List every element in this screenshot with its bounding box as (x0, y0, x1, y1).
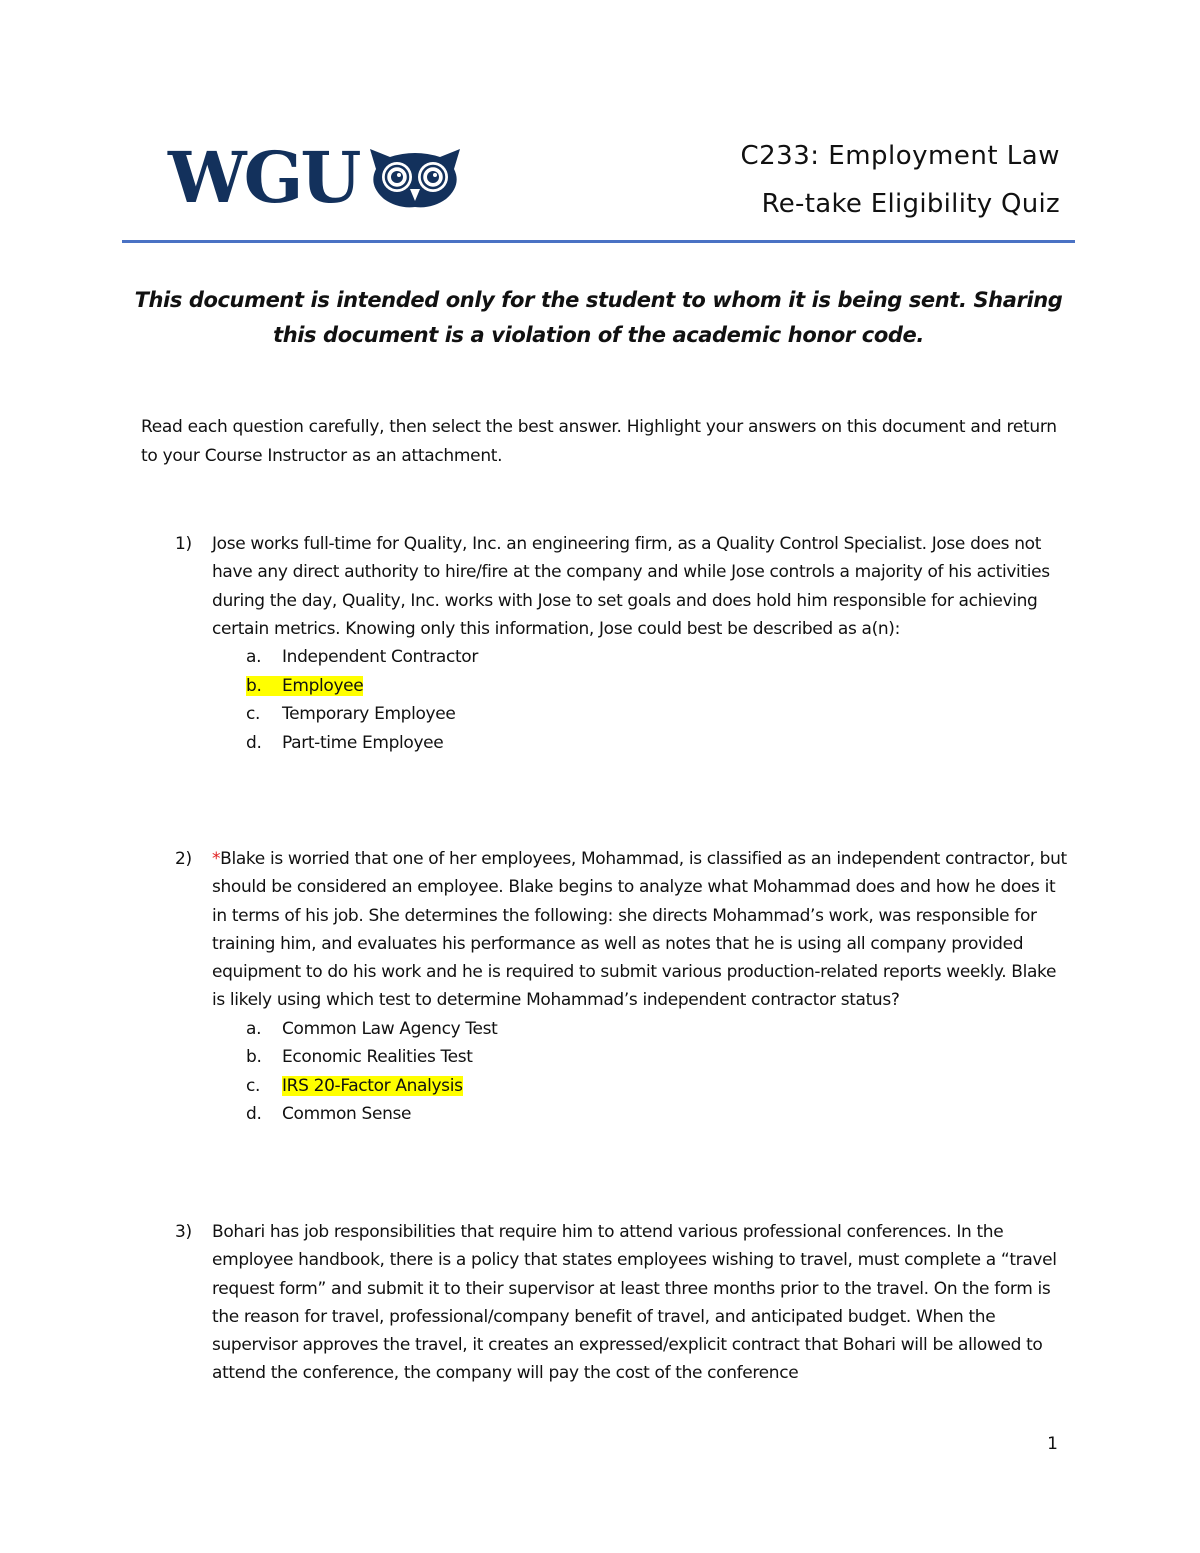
answer-option[interactable] (246, 1015, 1075, 1044)
question-body: Blake is worried that one of her employees, Mohammad, is classified as an independent contractor, but should be considered an employee. Blake begins to analyze what Mohammad does and how he does it in terms of his job. She determines the following: she directs Mohammad’s work, was responsible for training him, and evaluates his performance as well as notes that he is using all company provided equipment to do his work and he is required to submit various production-related reports weekly. Blake is likely using which test to determine Mohammad’s independent contractor status? (212, 849, 1067, 1011)
option-text: Independent Contractor (282, 647, 478, 668)
option-letter: d. (246, 732, 262, 753)
owl-icon (366, 145, 464, 211)
answer-option[interactable] (246, 700, 1075, 729)
option-letter: b. (246, 1047, 262, 1068)
answer-option[interactable] (246, 643, 1075, 672)
quiz-title: Re-take Eligibility Quiz (761, 189, 1060, 219)
question-3 (175, 1218, 1075, 1388)
option-text: Employee (282, 675, 364, 696)
wgu-logo (168, 136, 464, 219)
option-text: Economic Realities Test (282, 1047, 473, 1068)
question-text (212, 1218, 1067, 1388)
option-text: IRS 20-Factor Analysis (282, 1075, 463, 1096)
question-body: Bohari has job responsibilities that require him to attend various professional conferences. In the employee handbook, there is a policy that states employees wishing to travel, must complete a “travel request form” and submit it to their supervisor at least three months prior to the travel. On the form is the reason for travel, professional/company benefit of travel, and anticipated budget. When the supervisor approves the travel, it creates an expressed/explicit contract that Bohari will be allowed to attend the conference, the company will pay the cost of the conference (212, 1222, 1057, 1384)
answer-option[interactable] (246, 729, 1075, 758)
question-number: 2) (175, 849, 192, 869)
option-text: Common Sense (282, 1104, 412, 1125)
question-text (212, 845, 1067, 1015)
question-1 (175, 530, 1075, 757)
option-text: Common Law Agency Test (282, 1018, 498, 1039)
answer-options (246, 1015, 1075, 1129)
option-letter: a. (246, 647, 262, 668)
course-title: C233: Employment Law (740, 141, 1060, 171)
question-number: 3) (175, 1222, 192, 1242)
logo-text: WGU (168, 136, 359, 219)
answer-options (246, 643, 1075, 757)
option-letter: c. (246, 1075, 261, 1096)
header-divider (122, 240, 1075, 243)
answer-option[interactable] (246, 1043, 1075, 1072)
option-letter: d. (246, 1104, 262, 1125)
page-number: 1 (1047, 1434, 1058, 1454)
required-marker: * (212, 849, 221, 869)
option-letter: c. (246, 704, 261, 725)
answer-option-selected[interactable] (246, 672, 1075, 701)
option-letter: a. (246, 1018, 262, 1039)
option-text: Temporary Employee (282, 704, 456, 725)
question-2 (175, 845, 1075, 1129)
question-body: Jose works full-time for Quality, Inc. an engineering firm, as a Quality Control Specialist. Jose does not have any direct authority to hire/fire at the company and while Jose controls a majority of his activities during the day, Quality, Inc. works with Jose to set goals and does hold him responsible for achieving certain metrics. Knowing only this information, Jose could best be described as a(n): (212, 534, 1050, 639)
question-number: 1) (175, 534, 192, 554)
honor-code-notice: This document is intended only for the student to whom it is being sent. Sharing this document is a violation of the academic honor code. (134, 288, 1063, 347)
option-text: Part-time Employee (282, 732, 444, 753)
answer-option-selected[interactable] (246, 1072, 1075, 1101)
instructions: Read each question carefully, then select the best answer. Highlight your answers on this document and return to your Course Instructor as an attachment. (141, 417, 1057, 466)
question-text (212, 530, 1067, 643)
option-letter: b. (246, 675, 262, 696)
answer-option[interactable] (246, 1100, 1075, 1129)
